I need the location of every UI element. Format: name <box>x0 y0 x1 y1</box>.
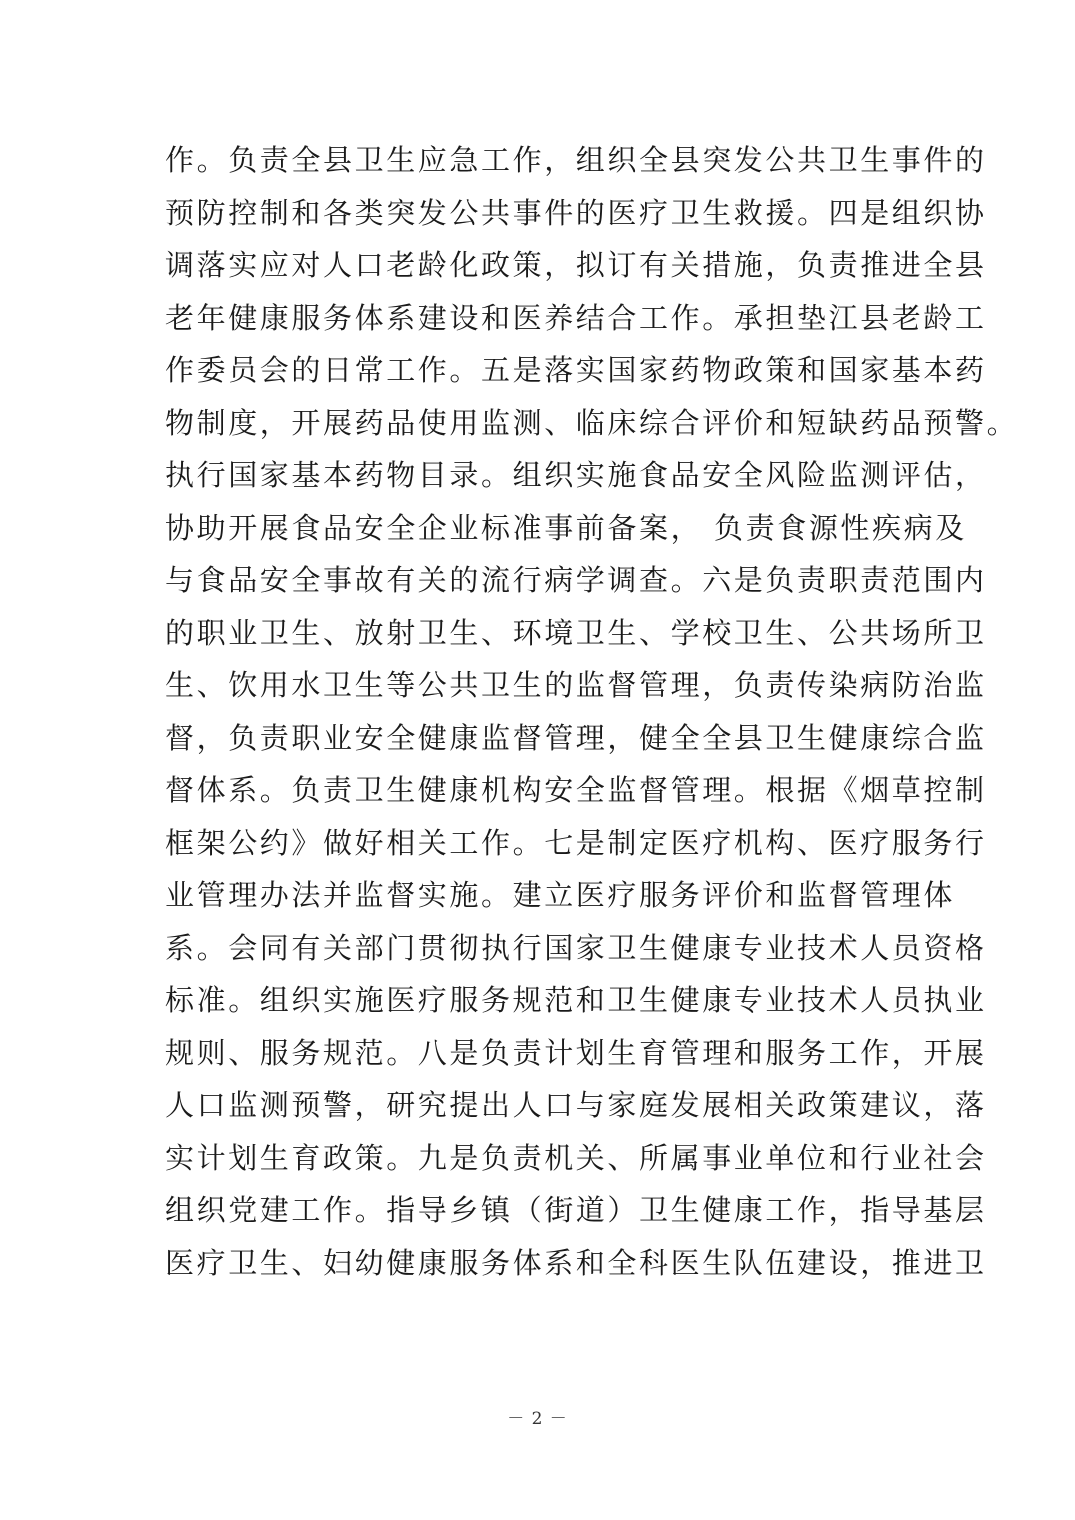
text-line: 框架公约》做好相关工作。七是制定医疗机构、医疗服务行 <box>165 825 987 860</box>
text-line: 标准。组织实施医疗服务规范和卫生健康专业技术人员执业 <box>165 983 987 1017</box>
text-line: 督，负责职业安全健康监督管理，健全全县卫生健康综合监 <box>165 720 987 755</box>
text-line: 预防控制和各类突发公共事件的医疗卫生救援。四是组织协 <box>165 195 987 230</box>
body-text <box>165 134 1019 1289</box>
text-line: 实计划生育政策。九是负责机关、所属事业单位和行业社会 <box>165 1140 987 1175</box>
text-line: 系。会同有关部门贯彻执行国家卫生健康专业技术人员资格 <box>165 930 987 965</box>
text-line: 生、饮用水卫生等公共卫生的监督管理，负责传染病防治监 <box>165 668 987 702</box>
text-line: 的职业卫生、放射卫生、环境卫生、学校卫生、公共场所卫 <box>165 615 987 650</box>
text-line: 与食品安全事故有关的流行病学调查。六是负责职责范围内 <box>165 563 987 597</box>
text-line: 老年健康服务体系建设和医养结合工作。承担垫江县老龄工 <box>165 300 987 335</box>
text-line: 督体系。负责卫生健康机构安全监督管理。根据《烟草控制 <box>165 773 987 807</box>
text-line: 规则、服务规范。八是负责计划生育管理和服务工作，开展 <box>165 1035 987 1070</box>
page-number: － 2 － <box>507 1409 568 1429</box>
text-line: 医疗卫生、妇幼健康服务体系和全科医生队伍建设，推进卫 <box>165 1245 987 1280</box>
text-line: 作。负责全县卫生应急工作，组织全县突发公共卫生事件的 <box>165 143 987 177</box>
text-line: 执行国家基本药物目录。组织实施食品安全风险监测评估， <box>165 458 987 492</box>
text-line: 业管理办法并监督实施。建立医疗服务评价和监督管理体 <box>165 878 956 912</box>
text-line: 人口监测预警，研究提出人口与家庭发展相关政策建议，落 <box>165 1088 987 1122</box>
text-line: 协助开展食品安全企业标准事前备案， 负责食源性疾病及 <box>165 510 967 545</box>
text-line: 组织党建工作。指导乡镇（街道）卫生健康工作，指导基层 <box>165 1193 987 1227</box>
text-line: 物制度，开展药品使用监测、临床综合评价和短缺药品预警。 <box>165 405 1019 440</box>
text-line: 作委员会的日常工作。五是落实国家药物政策和国家基本药 <box>165 353 987 387</box>
text-line: 调落实应对人口老龄化政策，拟订有关措施，负责推进全县 <box>165 248 987 282</box>
